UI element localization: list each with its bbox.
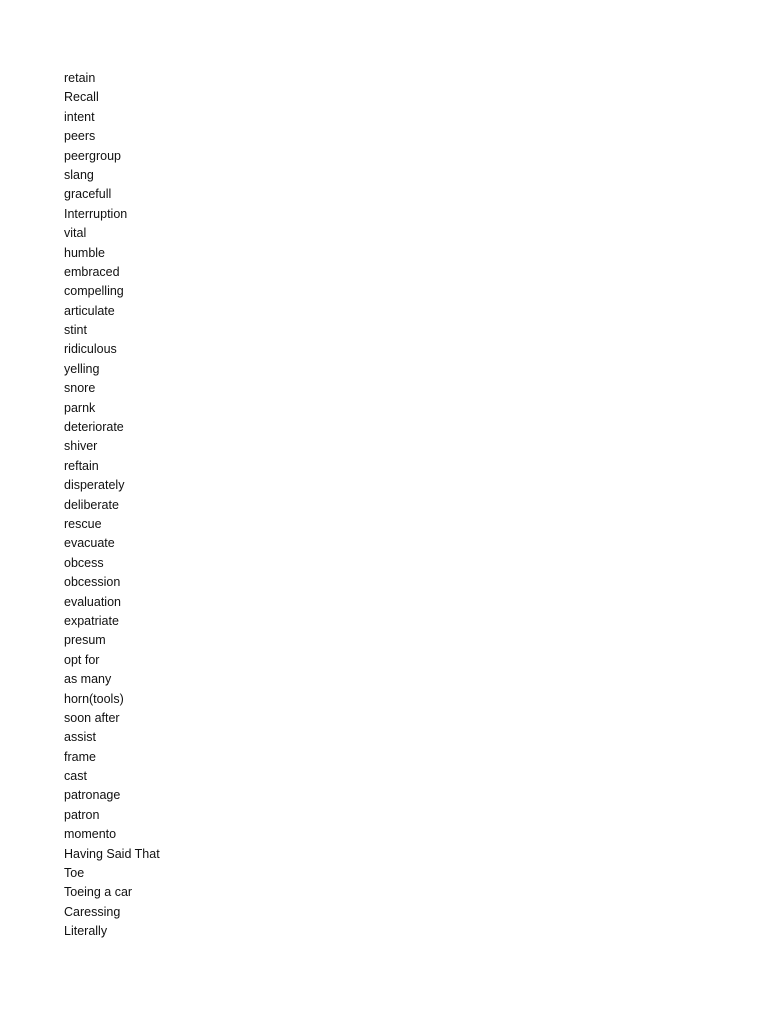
word-item: rescue (64, 516, 102, 531)
word-item: patronage (64, 788, 121, 803)
word-item: Literally (64, 924, 108, 939)
word-item: presum (64, 633, 106, 648)
word-item: shiver (64, 439, 98, 454)
word-list (64, 69, 160, 942)
word-item: gracefull (64, 187, 112, 202)
word-item: Caressing (64, 904, 121, 919)
word-item: slang (64, 167, 94, 182)
word-item: Interruption (64, 206, 128, 221)
word-item: snore (64, 381, 96, 396)
word-item: obcess (64, 555, 104, 570)
word-item: momento (64, 827, 117, 842)
word-item: patron (64, 807, 100, 822)
word-item: parnk (64, 400, 96, 415)
word-item: peers (64, 129, 96, 144)
word-item: embraced (64, 264, 120, 279)
word-item: Toeing a car (64, 885, 133, 900)
word-item: deteriorate (64, 420, 124, 435)
word-item: soon after (64, 710, 120, 725)
word-item: assist (64, 730, 96, 745)
word-item: deliberate (64, 497, 119, 512)
word-item: stint (64, 323, 87, 338)
word-item: as many (64, 672, 112, 687)
word-item: frame (64, 749, 96, 764)
word-item: opt for (64, 652, 100, 667)
word-item: vital (64, 226, 87, 241)
word-item: horn(tools) (64, 691, 124, 706)
word-item: Having Said That (64, 846, 160, 861)
word-item: Recall (64, 90, 99, 105)
word-item: expatriate (64, 613, 119, 628)
word-item: disperately (64, 478, 125, 493)
word-item: ridiculous (64, 342, 117, 357)
word-item: obcession (64, 575, 121, 590)
word-item: reftain (64, 458, 99, 473)
word-item: humble (64, 245, 105, 260)
word-item: intent (64, 109, 95, 124)
word-item: evacuate (64, 536, 115, 551)
word-item: Toe (64, 866, 85, 881)
word-item: peergroup (64, 148, 121, 163)
word-item: evaluation (64, 594, 121, 609)
word-item: cast (64, 769, 87, 784)
word-item: articulate (64, 303, 115, 318)
word-item: retain (64, 71, 96, 85)
word-item: yelling (64, 361, 100, 376)
word-item: compelling (64, 284, 124, 299)
